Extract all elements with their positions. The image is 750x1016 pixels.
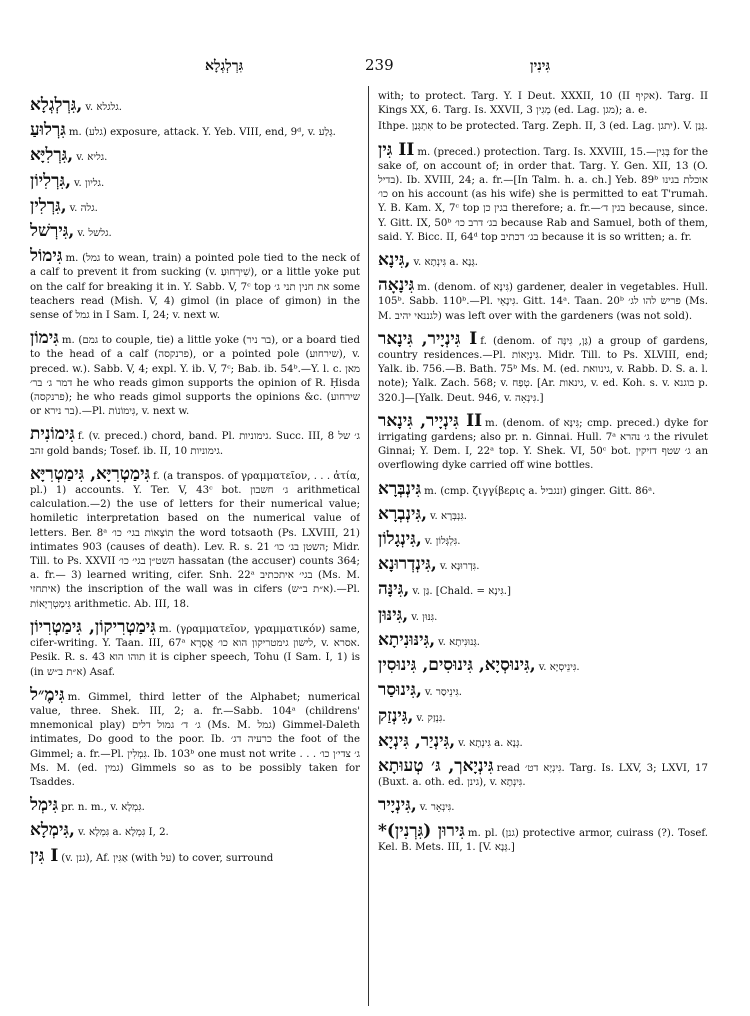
- entry-headword: גִּין I: [30, 845, 59, 866]
- dictionary-entry: [378, 90, 708, 118]
- entry-headword: גִּינוּסְיָא, גִּינוּסִים, גִּינוּסִין,: [378, 655, 536, 676]
- dictionary-entry: [378, 579, 708, 600]
- dictionary-entry: [378, 730, 708, 751]
- dictionary-entry: [30, 328, 360, 419]
- entry-text: with; to protect. Targ. Y. I Deut. XXXII, 10 (II אקיף). Targ. II Kings XX, 6. Targ. Is. XXVII, 3 מְגִין (ed. Lag. מגן); a. e.: [378, 91, 708, 117]
- entry-headword: גִּינָא,: [378, 250, 411, 271]
- entry-text: f. (denom. of גַּן, גִּינָּה) a group of gardens, country residences.—Pl. גִּינְיָאוֹת. Midr. Till. to Ps. XLVIII, end; Yalk. ib. 756.—B. Bath. 75ᵇ Ms. M. (ed. גינוואת, v. Rabb. D. S. a. l. note); Yalk. Zach. 568; v. טְפַח. [Ar. גינאות, v. ed. Koh. s. v. בוגנא p. 320.]—[Yalk. Deut. 946, v. גִּינְאָה.]: [378, 335, 708, 404]
- dictionary-entry: [378, 820, 708, 855]
- entry-text: v. גלגלא.: [85, 102, 122, 113]
- entry-text: m. (גמם to couple, tie) a little yoke (בר ניר), or a board tied to the head of a calf (פרנקסה), or a pointed pole (שירחוע), v. preced. w.). Sabb. V, 4; expl. Y. ib. V, 7ᶜ; Bab. ib. 54ᵇ.—Y. l. c. מאן דמר ג׳ בר׳ he who reads gimon supports the opinion of R. Ḥisda (פרנקסה); he who reads gimol supports the opinions &c. (שירחוע or בר נירא).—Pl. גִּימוֹנוֹת, v. next w.: [30, 335, 360, 418]
- page-header: [0, 0, 750, 80]
- dictionary-entry: [30, 246, 360, 323]
- entry-headword: גִּינְגָלוֹן,: [378, 529, 422, 550]
- entry-headword: גִּינְזַק,: [378, 705, 414, 726]
- entry-text: v. גִּינֵיסְיָא.: [538, 662, 580, 674]
- dictionary-entry: [378, 120, 708, 134]
- entry-text: v. גליא.: [76, 152, 108, 164]
- entry-headword: גִּרְלְגְלָא,: [30, 95, 83, 115]
- entry-text: f. (v. preced.) chord, band. Pl. גימוניות. Succ. III, 8 ג׳ של זהב gold bands; Tosef. ib. II, 10 גימוניות.: [30, 431, 360, 457]
- entry-text: pr. n. m., v. גִּמְלָא.: [61, 802, 145, 814]
- dictionary-entry: [378, 139, 708, 245]
- entry-headword: גִּינוּסַר,: [378, 680, 422, 701]
- dictionary-entry: [378, 629, 708, 650]
- entry-headword: גִּימֶ״ל: [30, 684, 65, 705]
- entry-headword: גִּימַטְרִיָּא, גִּימַטְרִיָּא: [30, 463, 151, 484]
- dictionary-entry: [378, 328, 708, 406]
- dictionary-entry: [30, 195, 360, 216]
- dictionary-entry: [378, 529, 708, 550]
- entry-text: m. Gimmel, third letter of the Alphabet; numerical value, three. Shek. III, 2; a. fr.—Sabb. 104ᵃ (childrens' mnemonical play) ג׳ ד׳ גמול דלים (Ms. M. גמל) Gimmel-Daleth intimates, Do good to the poor. Ib. כרעיה דג׳ the foot of the Gimmel; a. fr.—Pl. גִּמְלִין. Ib. 103ᵇ one must not write . . . ג׳ צדי׳ן כו׳ Ms. M. (ed. גמין) Gimmels so as to be possibly taken for Tsaddes.: [30, 691, 360, 788]
- entry-headword: גִּימוֹן: [30, 328, 59, 349]
- dictionary-entry: [30, 221, 360, 242]
- entry-text: Ithpe. אִתְגְּנַן to be protected. Targ. Zeph. II, 3 (ed. Lag. יתגן). V. גְּנַן.: [378, 121, 708, 133]
- entry-text: m. (גלע) exposure, attack. Y. Yeb. VIII, end, 9ᵈ, v. גְּלַע.: [68, 127, 336, 139]
- entry-text: v. גלשל.: [77, 228, 112, 240]
- entry-text: m. (גמל to wean, train) a pointed pole tied to the neck of a calf to prevent it from sucking (v. שִׁירְחוּעַ), or a little yoke put on the calf for breaking it in. Y. Sabb. V, 7ᶜ top את חנין תני ג׳ some teachers read (Mish. V, 4) gimol (in place of gimon) in the sense of גמל in I Sam. I, 24; v. next w.: [30, 253, 360, 322]
- entry-text: v. גִּנְבְּרָא.: [429, 510, 467, 522]
- entry-headword: גִּימוֹנִית: [30, 424, 75, 445]
- entry-text: v. גִּנְזַק.: [416, 712, 446, 724]
- entry-text: f. (a transpos. of γραμματεῖον, . . . ἀτία, pl.) 1) accounts. Y. Ter. V, 43ᶜ bot. ג׳ חשבון arithmetical calculation.—2) the use of letters for their numerical value; homiletic interpretation based on the numerical value of letters. Ber. 8ᵃ תוֹצָאוֹת בגי׳ כו׳ the word totsaoth (Ps. LXVIII, 21) intimates 903 (causes of death). Lev. R. s. 21 השטן בג׳ כו׳; Midr. Till. to Ps. XXVII השט״ן בגי׳ כו׳ hassatan (the accuser) counts 364; a. fr.— 3) learned writing, cifer. Snh. 22ᵃ בגי׳ איתכתיב (Ms. M. איתחזי) the inscription of the wall was in cifers (א״ת ב״ש).—Pl. גִּימַטְרְיָאוֹת arithmetic. Ab. III, 18.: [30, 470, 360, 610]
- dictionary-entry: [378, 478, 708, 499]
- entry-text: v. גִּלְגְּלוֹן.: [424, 536, 461, 548]
- dictionary-entry: [30, 820, 360, 841]
- entry-text: v. גלה.: [69, 202, 98, 214]
- dictionary-entry: [30, 463, 360, 612]
- dictionary-entry: [378, 410, 708, 474]
- entry-headword: גִּירְשׁל,: [30, 221, 75, 242]
- entry-headword: גִּינְיָיר, גִּינָאר II: [378, 410, 483, 431]
- entry-headword: גִּינְיָיר, גִּינָאר I: [378, 328, 478, 349]
- dictionary-entry: [30, 95, 360, 115]
- entry-headword: גִּימְל: [30, 795, 59, 816]
- entry-text: m. (cmp. ζιγγίβερις a. זנגביל) ginger. Gitt. 86ᵃ.: [424, 485, 656, 497]
- entry-text: m. (preced.) protection. Targ. Is. XXVIII, 15.—בְּגִין for the sake of, on account of; in order that. Targ. Y. Gen. XII, 13 (O. בדיל). Ib. XVIII, 24; a. fr.—[In Talm. h. a. ch.] Yeb. 89ᵇ אוכלת בגינו כו׳ on his account (as his wife) she is permitted to eat T'rumah. Y. B. Kam. X, 7ᶜ top בגין כן therefore; a. fr.—בגין ד׳ because, since. Y. Gitt. IX, 50ᵇ בג׳ דרב כו׳ because Rab and Samuel, both of them, said. Y. Bicc. II, 64ᵈ top בג׳ דכתיב because it is so written; a. fr.: [378, 146, 708, 243]
- column-divider: [368, 86, 369, 1006]
- dictionary-entry: [378, 275, 708, 324]
- dictionary-entry: [378, 680, 708, 701]
- entry-headword: גִּימְלָא,: [30, 820, 75, 841]
- entry-headword: גִּינּוּן,: [378, 604, 409, 625]
- dictionary-entry: [378, 705, 708, 726]
- entry-headword: גִּינְיָאך, גּ׳ טְעוּתָא: [378, 755, 494, 776]
- entry-text: v. גליון.: [73, 177, 105, 189]
- entry-headword: גִּרְלִיוֹן,: [30, 170, 71, 191]
- entry-text: v. גִּינְתָא a. גְּנָא.: [458, 737, 523, 749]
- entry-headword: גִּינָּה,: [378, 579, 410, 600]
- entry-headword: גִּינָאָה: [378, 275, 415, 296]
- entry-text: v. גִּינְתָא a. גְּנָא.: [413, 257, 478, 269]
- entry-text: v. גַּן. [Chald. = גִּינָא.]: [412, 586, 511, 598]
- dictionary-entry: [378, 604, 708, 625]
- entry-headword: גִּינּוּנִיתָא,: [378, 629, 436, 650]
- dictionary-entry: [378, 503, 708, 524]
- entry-headword: גִּימַטְרִיקוֹן, גִּימַטְרִיוֹן: [30, 616, 156, 637]
- dictionary-entry: [378, 250, 708, 271]
- left-column: [30, 90, 360, 1010]
- entry-text: m. (γραμματεῖον, γραμματικόν) same, cifer-writing. Y. Taan. III, 67ᵃ לישון גימטריקון הוא כו׳ אֲסָרָא, v. אסרא. Pesik. R. s. 43 תוהו הוא it is cipher speech, Tohu (I Sam. I, 1) is (in א״ת ב״ש) Asaf.: [30, 623, 360, 678]
- entry-text: v. גִּינְאָר.: [419, 802, 455, 814]
- dictionary-entry: [30, 120, 360, 141]
- entry-text: read גִּינְיָא דט׳. Targ. Is. LXV, 3; LXVI, 17 (Buxt. a. oth. ed. גינן), v. גִּינְתָא.: [378, 762, 708, 789]
- dictionary-entry: [30, 845, 360, 866]
- dictionary-entry: [30, 170, 360, 191]
- entry-headword: גִּינְבְרָא,: [378, 503, 427, 524]
- dictionary-entry: [30, 684, 360, 790]
- entry-headword: גִּרְלִיָּא,: [30, 145, 74, 166]
- dictionary-entry: [30, 795, 360, 816]
- entry-text: v. גִּדְרוּנָא.: [439, 561, 480, 573]
- entry-headword: גִּין II: [378, 139, 415, 160]
- dictionary-entry: [30, 616, 360, 680]
- dictionary-entry: [378, 655, 708, 676]
- right-column: [378, 90, 708, 1010]
- entry-headword: גִּינְיָיר,: [378, 795, 417, 816]
- entry-headword: גִּימוֹל: [30, 246, 63, 267]
- entry-text: m. (denom. of גִּינָּא) gardener, dealer in vegetables. Hull. 105ᵇ. Sabb. 110ᵇ.—Pl. גִּינָאֵי. Gitt. 14ᵃ. Taan. 20ᵇ פריש להו לג׳ (Ms. M. לגננאי יהיב) was left over with the gardeners (was not sold).: [378, 282, 708, 322]
- entry-headword: גִּינְדְרוּנָא,: [378, 554, 437, 575]
- entry-text: m. (denom. of גִּינָּא; cmp. preced.) dyke for irrigating gardens; also pr. n. Ginnai. Hull. 7ᵃ ג׳ נהרא the rivulet Ginnai; Y. Dem. I, 22ᵃ top. Y. Shek. VI, 50ᶜ bot. ג׳ שטף דזיקין an overflowing dyke carried off wine bottles.: [378, 417, 708, 472]
- dictionary-entry: [378, 795, 708, 816]
- entry-headword: *גִּירוּן (גִּרְנִין): [378, 820, 465, 841]
- running-head-right: גִּינִין: [530, 58, 551, 74]
- dictionary-entry: [30, 424, 360, 458]
- entry-text: v. גִּינֵיסַר.: [424, 687, 462, 699]
- entry-headword: גִּרְלוּעַ: [30, 120, 66, 141]
- entry-headword: גִּרְלִין,: [30, 195, 67, 216]
- page-number: 239: [365, 56, 394, 74]
- entry-headword: גִּינְבְּרָא: [378, 478, 422, 499]
- entry-text: (v. גנן), Af. אַגִּין (with על) to cover, surround: [61, 852, 274, 864]
- dictionary-entry: [378, 755, 708, 790]
- entry-text: v. גְּנוּנִיתָא.: [438, 636, 481, 648]
- dictionary-entry: [378, 554, 708, 575]
- entry-text: v. גִּנּוּן.: [411, 611, 438, 623]
- entry-text: v. גִּמְלָא a. גִּמְלָא I, 2.: [77, 827, 169, 839]
- entry-text: m. pl. (גנן) protective armor, cuirass (?). Tosef. Kel. B. Mets. III, 1. [V. גְּנָא.]: [378, 827, 708, 853]
- entry-headword: גִּינְיַר, גִּינְיָא,: [378, 730, 456, 751]
- running-head-left: גִּרְלְגְלָא: [205, 58, 244, 74]
- dictionary-entry: [30, 145, 360, 166]
